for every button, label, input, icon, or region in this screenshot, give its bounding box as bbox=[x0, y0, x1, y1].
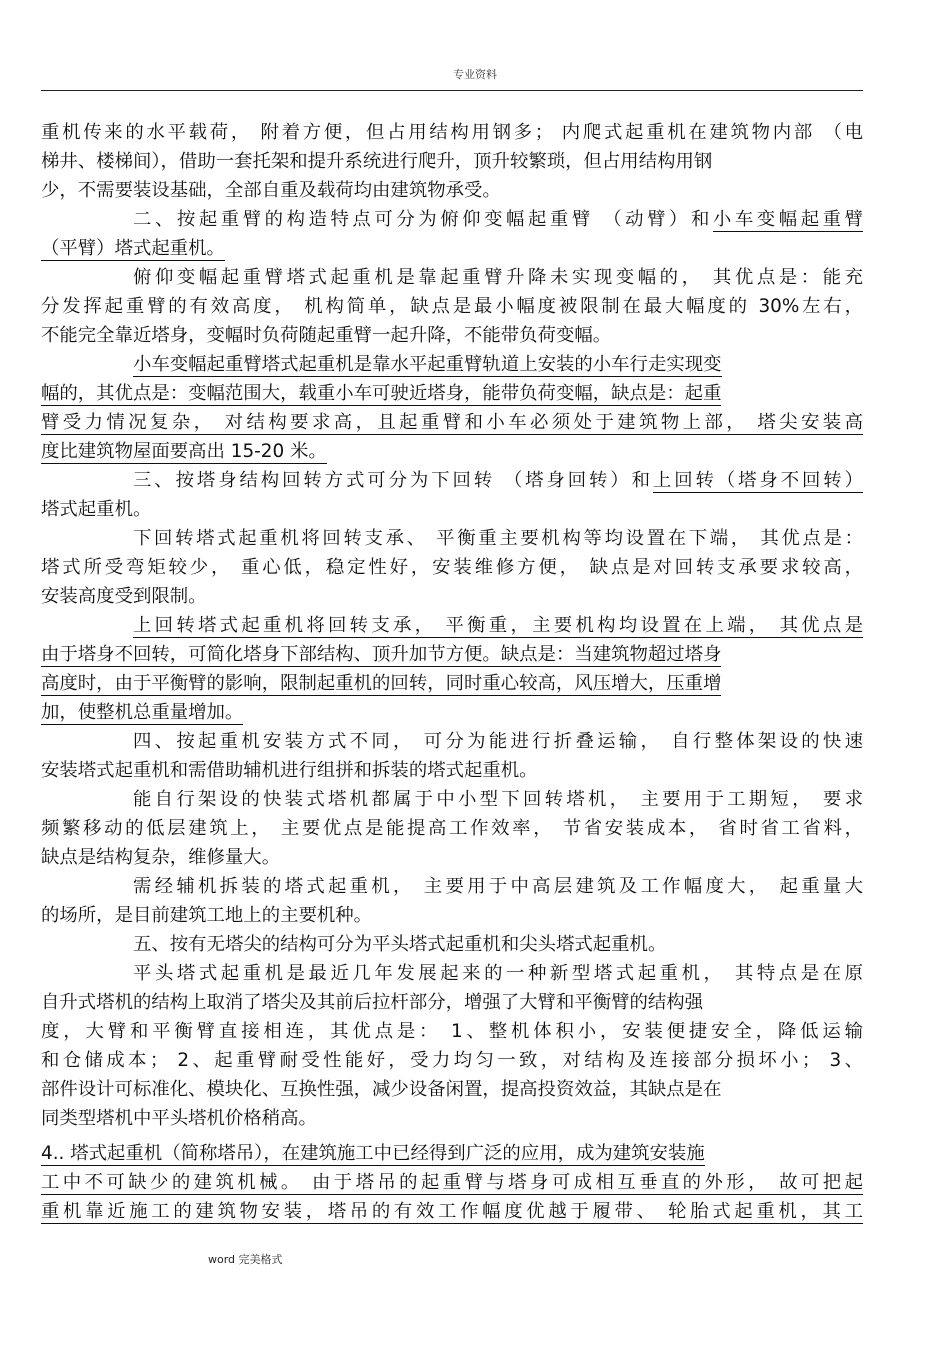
text-line-content bbox=[41, 437, 863, 466]
text-line bbox=[41, 263, 863, 292]
text-line-content bbox=[41, 147, 863, 176]
text-segment: 和仓储成本； 2、起重臂耐受性能好，受力均匀一致，对结构及连接部分损坏小； 3、 bbox=[41, 1050, 863, 1071]
text-line bbox=[41, 379, 863, 408]
text-segment: 五、按有无塔尖的结构可分为平头塔式起重机和尖头塔式起重机。 bbox=[133, 934, 667, 955]
text-segment: 梯井、楼梯间），借助一套托架和提升系统进行爬升，顶升较繁琐，但占用结构用钢 bbox=[41, 151, 713, 172]
text-line-content bbox=[41, 176, 863, 205]
text-line bbox=[41, 205, 863, 234]
text-line bbox=[41, 959, 863, 988]
text-line bbox=[41, 988, 863, 1017]
underlined-text: 由于塔身不回转，可简化塔身下部结构、顶升加节方便。缺点是：当建筑物超过塔身 bbox=[41, 644, 722, 665]
text-line-content bbox=[41, 234, 863, 263]
text-line-content bbox=[41, 408, 863, 437]
text-segment: 三、按塔身结构回转方式可分为下回转 （塔身回转）和 bbox=[133, 470, 653, 491]
text-segment: 缺点是结构复杂，维修量大。 bbox=[41, 847, 281, 868]
underlined-text: 加，使整机总重量增加。 bbox=[41, 702, 244, 723]
underlined-text: 小车变幅起重臂塔式起重机是靠水平起重臂轨道上安装的小车行走实现变 bbox=[133, 354, 722, 375]
text-line bbox=[41, 147, 863, 176]
underlined-text: 幅的，其优点是：变幅范围大，载重小车可驶近塔身，能带负荷变幅，缺点是：起重 bbox=[41, 383, 722, 404]
text-line bbox=[41, 1046, 863, 1075]
text-line bbox=[41, 1139, 863, 1168]
text-segment: 的场所，是目前建筑工地上的主要机种。 bbox=[41, 905, 373, 926]
text-segment: 需经辅机拆装的塔式起重机， 主要用于中高层建筑及工作幅度大， 起重量大 bbox=[133, 876, 863, 897]
text-segment: 度，大臂和平衡臂直接相连，其优点是： 1、整机体积小，安装便捷安全，降低运输 bbox=[41, 1021, 863, 1042]
text-line-content bbox=[41, 263, 863, 292]
underlined-text: 工中不可缺少的建筑机械。 由于塔吊的起重臂与塔身可成相互垂直的外形， 故可把起 bbox=[41, 1172, 863, 1193]
text-line bbox=[41, 582, 863, 611]
text-line bbox=[41, 408, 863, 437]
text-line bbox=[41, 1075, 863, 1104]
text-line-content bbox=[41, 292, 863, 321]
text-segment: 内爬式起重机在建筑物内部 （电 bbox=[553, 122, 863, 143]
text-line bbox=[41, 611, 863, 640]
text-line bbox=[41, 234, 863, 263]
underlined-text: （平臂）塔式起重机。 bbox=[41, 238, 225, 259]
text-line bbox=[41, 466, 863, 495]
text-segment: 俯仰变幅起重臂塔式起重机是靠起重臂升降未实现变幅的， 其优点是：能充 bbox=[133, 267, 863, 288]
text-line bbox=[41, 640, 863, 669]
text-line-content bbox=[41, 698, 863, 727]
text-line bbox=[41, 930, 863, 959]
text-segment: 能自行架设的快装式塔机都属于中小型下回转塔机， 主要用于工期短， 要求 bbox=[133, 789, 863, 810]
text-segment: 同类型塔机中平头塔机价格稍高。 bbox=[41, 1108, 317, 1129]
text-line bbox=[41, 872, 863, 901]
text-line bbox=[41, 1197, 863, 1226]
underlined-text: 高度时，由于平衡臂的影响，限制起重机的回转，同时重心较高，风压增大，压重增 bbox=[41, 673, 722, 694]
text-line-content bbox=[41, 495, 863, 524]
text-segment: 下回转塔式起重机将回转支承、 平衡重主要机构等均设置在下端， 其优点是： bbox=[133, 528, 863, 549]
page-footer: word 完美格式 bbox=[208, 1253, 283, 1266]
text-line-content bbox=[41, 466, 863, 495]
text-segment: 塔式起重机。 bbox=[41, 499, 152, 520]
text-segment: 频繁移动的低层建筑上， 主要优点是能提高工作效率， 节省安装成本， 省时省工省料， bbox=[41, 818, 863, 839]
text-line-content bbox=[41, 988, 863, 1017]
text-line bbox=[41, 350, 863, 379]
underlined-text: 4.. 塔式起重机（简称塔吊），在建筑施工中已经得到广泛的应用，成为建筑安装施 bbox=[41, 1143, 705, 1164]
text-line bbox=[41, 756, 863, 785]
text-line-content bbox=[41, 669, 863, 698]
text-line-content bbox=[41, 1017, 863, 1046]
text-line-content bbox=[41, 727, 863, 756]
text-line bbox=[41, 321, 863, 350]
text-line bbox=[41, 292, 863, 321]
text-line-content bbox=[41, 814, 863, 843]
text-segment: 少，不需要装设基础，全部自重及载荷均由建筑物承受。 bbox=[41, 180, 501, 201]
document-body bbox=[41, 118, 863, 1226]
underlined-text: 臂受力情况复杂， 对结构要求高，且起重臂和小车必须处于建筑物上部， 塔尖安装高 bbox=[41, 412, 863, 433]
header-rule bbox=[41, 90, 863, 91]
text-segment: 重机传来的水平载荷， 附着方便，但占用结构用钢多； bbox=[41, 122, 554, 143]
text-line-content bbox=[41, 872, 863, 901]
text-line-content bbox=[41, 1104, 863, 1133]
underlined-text: 上回转（塔身不回转） bbox=[652, 470, 863, 491]
text-line-content bbox=[41, 205, 863, 234]
text-line-content bbox=[41, 611, 863, 640]
text-line bbox=[41, 727, 863, 756]
text-line bbox=[41, 495, 863, 524]
text-line bbox=[41, 698, 863, 727]
text-segment: 不能完全靠近塔身，变幅时负荷随起重臂一起升降，不能带负荷变幅。 bbox=[41, 325, 612, 346]
text-line-content bbox=[41, 553, 863, 582]
text-line bbox=[41, 1104, 863, 1133]
text-line bbox=[41, 901, 863, 930]
text-line-content bbox=[41, 118, 863, 147]
page-header: 专业资料 bbox=[453, 68, 497, 81]
text-line-content bbox=[41, 1197, 863, 1226]
text-segment: 四、按起重机安装方式不同， 可分为能进行折叠运输， 自行整体架设的快速 bbox=[133, 731, 863, 752]
text-line bbox=[41, 669, 863, 698]
text-line-content bbox=[41, 524, 863, 553]
text-line-content bbox=[41, 959, 863, 988]
text-line bbox=[41, 176, 863, 205]
text-line-content bbox=[41, 1168, 863, 1197]
text-segment: 平头塔式起重机是最近几年发展起来的一种新型塔式起重机， 其特点是在原 bbox=[133, 963, 863, 984]
text-segment: 安装塔式起重机和需借助辅机进行组拼和拆装的塔式起重机。 bbox=[41, 760, 538, 781]
text-line-content bbox=[41, 930, 863, 959]
text-line-content bbox=[41, 350, 863, 379]
text-segment: 塔式所受弯矩较少， 重心低，稳定性好，安装维修方便， 缺点是对回转支承要求较高， bbox=[41, 557, 863, 578]
underlined-text: 度比建筑物屋面要高出 15-20 米。 bbox=[41, 441, 327, 462]
text-line-content bbox=[41, 640, 863, 669]
text-line-content bbox=[41, 321, 863, 350]
text-segment: 自升式塔机的结构上取消了塔尖及其前后拉杆部分，增强了大臂和平衡臂的结构强 bbox=[41, 992, 704, 1013]
text-line bbox=[41, 843, 863, 872]
text-line bbox=[41, 524, 863, 553]
text-line bbox=[41, 553, 863, 582]
text-line-content bbox=[41, 1075, 863, 1104]
text-line-content bbox=[41, 901, 863, 930]
text-line-content bbox=[41, 582, 863, 611]
text-segment: 分发挥起重臂的有效高度， 机构简单，缺点是最小幅度被限制在最大幅度的 30%左右， bbox=[41, 296, 863, 317]
text-line bbox=[41, 1017, 863, 1046]
text-line-content bbox=[41, 785, 863, 814]
text-segment: 二、按起重臂的构造特点可分为俯仰变幅起重臂 （动臂）和 bbox=[133, 209, 713, 230]
text-line bbox=[41, 118, 863, 147]
text-line bbox=[41, 814, 863, 843]
text-line bbox=[41, 785, 863, 814]
text-line-content bbox=[41, 379, 863, 408]
text-line-content bbox=[41, 1139, 863, 1168]
text-segment: 安装高度受到限制。 bbox=[41, 586, 207, 607]
underlined-text: 重机靠近施工的建筑物安装，塔吊的有效工作幅度优越于履带、 轮胎式起重机，其工 bbox=[41, 1201, 863, 1222]
text-segment: 部件设计可标准化、模块化、互换性强，减少设备闲置，提高投资效益，其缺点是在 bbox=[41, 1079, 722, 1100]
text-line-content bbox=[41, 843, 863, 872]
text-line-content bbox=[41, 1046, 863, 1075]
text-line bbox=[41, 437, 863, 466]
underlined-text: 小车变幅起重臂 bbox=[712, 209, 863, 230]
underlined-text: 上回转塔式起重机将回转支承， 平衡重，主要机构均设置在上端， 其优点是 bbox=[133, 615, 863, 636]
text-line-content bbox=[41, 756, 863, 785]
text-line bbox=[41, 1168, 863, 1197]
